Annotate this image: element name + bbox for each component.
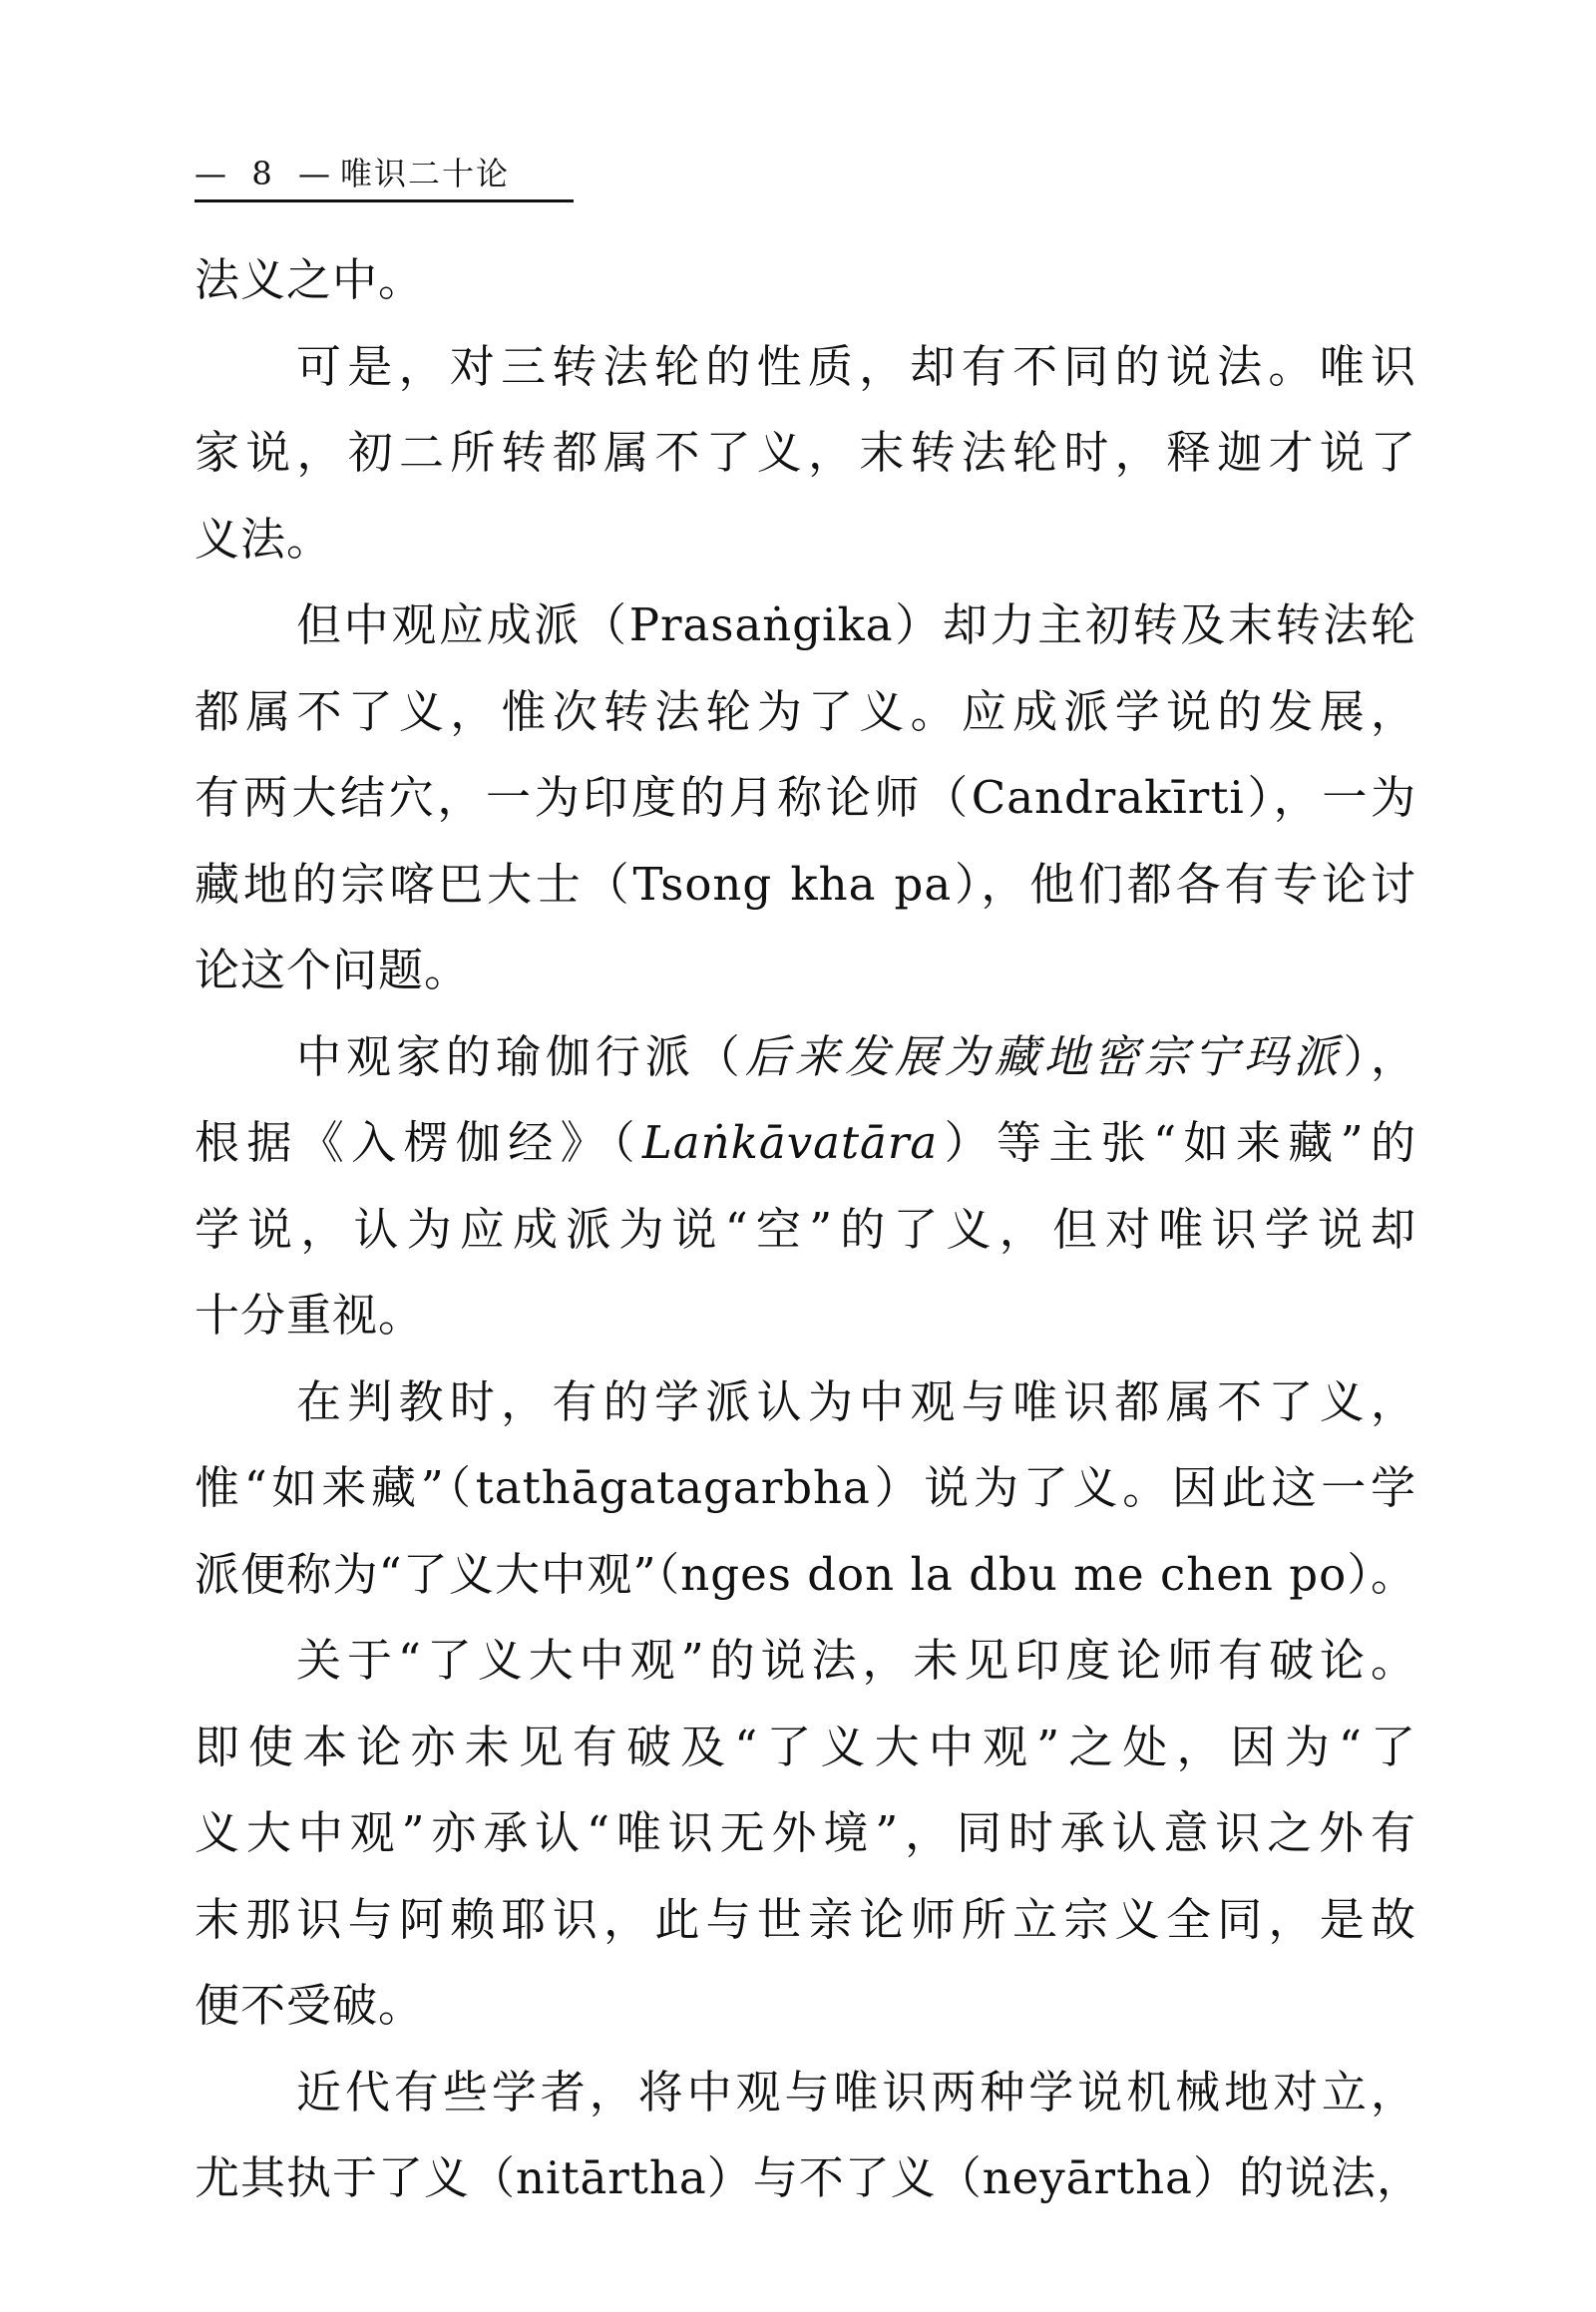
text-line: 近代有些学者，将中观与唯识两种学说机械地对立，: [296, 2065, 1416, 2119]
text-line: 藏地的宗喀巴大士（Tsong kha pa），他们都各有专论讨: [195, 857, 1416, 911]
text-line: 尤其执于了义（nitārtha）与不了义（neyārtha）的说法，: [195, 2151, 1422, 2204]
text-line: 法义之中。: [195, 253, 425, 306]
text-line: [195, 1014, 1416, 1101]
italic-sanskrit-title: Laṅkāvatāra: [641, 1116, 939, 1169]
text-line: 义法。: [195, 512, 333, 566]
text-segment: ），: [1343, 1029, 1416, 1083]
text-line: 关于“了义大中观”的说法，未见印度论师有破论。: [296, 1634, 1416, 1687]
text-line: 可是，对三转法轮的性质，却有不同的说法。唯识: [296, 339, 1416, 393]
text-line: 末那识与阿赖耶识，此与世亲论师所立宗义全同，是故: [195, 1892, 1416, 1946]
italic-note: 后来发展为藏地密宗宁玛派: [744, 1029, 1344, 1083]
text-line: 论这个问题。: [195, 944, 471, 996]
text-segment: ）等主张“如来藏”的: [938, 1116, 1416, 1169]
text-line: 十分重视。: [195, 1289, 425, 1342]
page-number: 8: [251, 155, 275, 193]
text-line: 但中观应成派（Prasaṅgika）却力主初转及末转法轮: [296, 598, 1416, 651]
text-line: 都属不了义，惟次转法轮为了义。应成派学说的发展，: [195, 684, 1416, 738]
text-line: 义大中观”亦承认“唯识无外境”，同时承认意识之外有: [195, 1806, 1416, 1859]
text-line: 学说，认为应成派为说“空”的了义，但对唯识学说却: [195, 1202, 1416, 1256]
text-line: 家说，初二所转都属不了义，末转法轮时，释迦才说了: [195, 426, 1416, 479]
book-title: 唯识二十论: [340, 155, 511, 193]
text-line: 惟“如来藏”（tathāgatagarbha）说为了义。因此这一学: [195, 1461, 1416, 1514]
text-line: [195, 1100, 1416, 1187]
running-head-dash-right: —: [298, 155, 333, 193]
running-head: [195, 152, 574, 202]
text-line: 有两大结穴，一为印度的月称论师（Candrakīrti），一为: [195, 771, 1416, 824]
text-segment: 根据《入楞伽经》（: [195, 1116, 642, 1169]
text-line: 即使本论亦未见有破及“了义大中观”之处，因为“了: [195, 1720, 1416, 1773]
body-text: [195, 237, 1422, 2222]
text-line: 在判教时，有的学派认为中观与唯识都属不了义，: [296, 1374, 1416, 1428]
text-segment: 中观家的瑜伽行派（: [296, 1029, 745, 1083]
text-line: 派便称为“了义大中观”（nges don la dbu me chen po）。: [195, 1547, 1416, 1601]
running-head-dash-left: —: [195, 155, 229, 193]
text-line: 便不受破。: [195, 1979, 425, 2032]
